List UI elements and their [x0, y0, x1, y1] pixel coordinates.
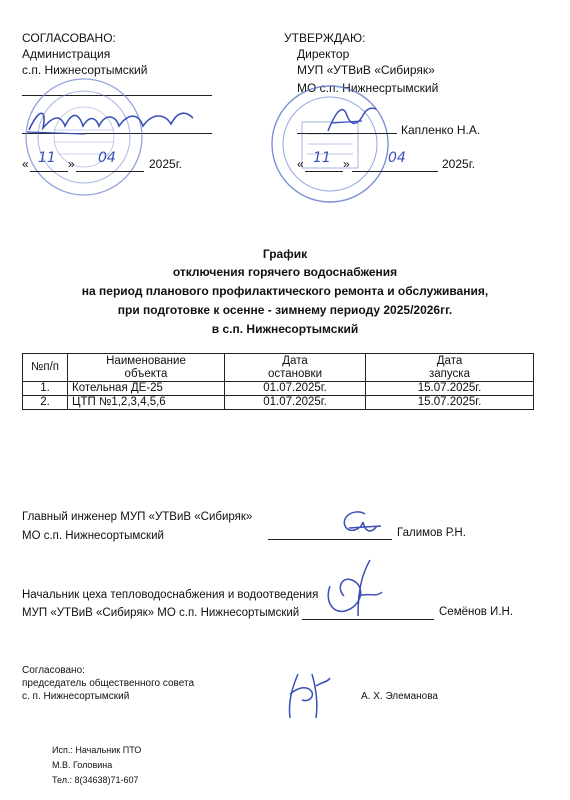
right-signature-line: [297, 133, 397, 134]
left-month-line: [76, 171, 144, 172]
executor-line1: Исп.: Начальник ПТО: [52, 745, 142, 755]
header-stop-line1: Дата: [282, 354, 308, 367]
shop-head-name: Семёнов И.Н.: [439, 606, 514, 618]
header-number: [23, 354, 68, 382]
shop-head-signature-line: [302, 619, 434, 620]
title-line3: на период планового профилактического ремонта и обслуживания,: [81, 284, 489, 298]
header-object-line1: Наименование: [106, 354, 186, 367]
right-date-open: «: [297, 157, 304, 171]
left-heading: СОГЛАСОВАНО:: [22, 31, 116, 45]
shop-head-line2: МУП «УТВиВ «Сибиряк» МО с.п. Нижнесортымский: [22, 607, 300, 619]
title-line5: в с.п. Нижнесортымский: [211, 322, 359, 336]
left-date-open: «: [22, 157, 29, 171]
right-stamp: [255, 82, 405, 207]
shop-head-line1: Начальник цеха тепловодоснабжения и водоотведения: [22, 589, 319, 601]
right-title-line2: МУП «УТВиВ «Сибиряк»: [297, 63, 435, 77]
header-stop-line2: остановки: [268, 367, 322, 380]
left-org-line2: с.п. Нижнесортымский: [22, 63, 148, 77]
cell-object: ЦТП №1,2,3,4,5,6: [68, 396, 225, 410]
table-header-row: [23, 354, 534, 382]
right-month-line: [352, 171, 438, 172]
council-signature: [282, 668, 334, 722]
executor-line3: Тел.: 8(34638)71-607: [52, 775, 139, 785]
left-date-mid: »: [68, 157, 75, 171]
table-row: [23, 396, 534, 410]
chief-engineer-signature: [335, 506, 385, 540]
right-date-mid: »: [343, 157, 350, 171]
right-day-line: [305, 171, 343, 172]
title-line1: График: [262, 247, 308, 261]
right-month: 04: [388, 150, 406, 166]
schedule-table: [22, 353, 534, 410]
cell-start-date: 15.07.2025г.: [366, 396, 534, 410]
header-object: [68, 354, 225, 382]
left-day-line: [30, 171, 68, 172]
header-stop-date: [225, 354, 366, 382]
title-line2: отключения горячего водоснабжения: [172, 265, 398, 279]
council-line2: председатель общественного совета: [22, 678, 195, 689]
right-day: 11: [313, 150, 331, 166]
cell-start-date: 15.07.2025г.: [366, 382, 534, 396]
chief-engineer-line2: МО с.п. Нижнесортымский: [22, 530, 164, 542]
right-signer: Капленко Н.А.: [401, 123, 481, 137]
chief-engineer-signature-line: [268, 539, 392, 540]
header-object-line2: объекта: [124, 367, 168, 380]
left-month: 04: [98, 150, 116, 166]
council-line1: Согласовано:: [22, 665, 85, 676]
left-year: 2025г.: [149, 157, 182, 171]
chief-engineer-name: Галимов Р.Н.: [397, 527, 466, 539]
council-name: А. Х. Элеманова: [361, 691, 438, 702]
shop-head-signature: [318, 556, 390, 626]
cell-object: Котельная ДЕ-25: [68, 382, 225, 396]
chief-engineer-line1: Главный инженер МУП «УТВиВ «Сибиряк»: [22, 511, 253, 523]
header-start-line1: Дата: [436, 354, 463, 367]
header-start-line2: запуска: [429, 367, 470, 380]
header-start-date: [366, 354, 534, 382]
cell-number: 1.: [23, 382, 68, 396]
executor-line2: М.В. Головина: [52, 760, 113, 770]
title-line4: при подготовке к осенне - зимнему периоду 2025/2026гг.: [117, 303, 453, 317]
cell-number: 2.: [23, 396, 68, 410]
table-row: [23, 382, 534, 396]
left-day: 11: [38, 150, 56, 166]
right-title-line1: Директор: [297, 47, 350, 61]
right-title-line3: МО с.п. Нижнесртымский: [297, 81, 439, 95]
left-org-line1: Администрация: [22, 47, 111, 61]
cell-stop-date: 01.07.2025г.: [225, 396, 366, 410]
cell-stop-date: 01.07.2025г.: [225, 382, 366, 396]
right-signature: [322, 103, 382, 135]
header-number-label: №п/п: [31, 361, 59, 373]
left-signature: [25, 104, 200, 138]
right-year: 2025г.: [442, 157, 475, 171]
council-line3: с. п. Нижнесортымский: [22, 691, 130, 702]
right-heading: УТВЕРЖДАЮ:: [284, 31, 366, 45]
